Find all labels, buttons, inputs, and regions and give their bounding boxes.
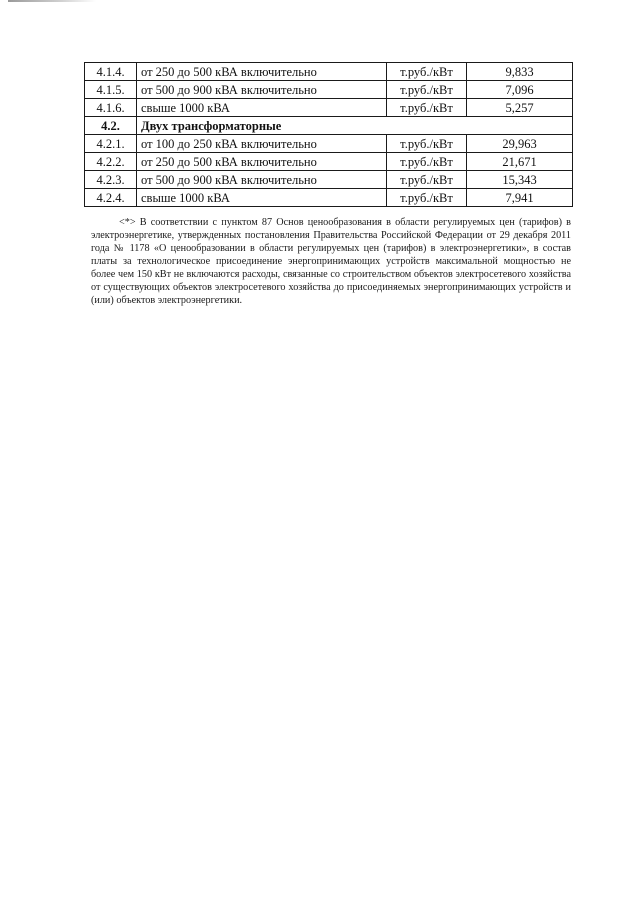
row-description: от 500 до 900 кВА включительно xyxy=(137,171,387,189)
tariff-table xyxy=(84,62,573,207)
row-unit: т.руб./кВт xyxy=(387,99,467,117)
row-unit: т.руб./кВт xyxy=(387,153,467,171)
row-number: 4.2.3. xyxy=(85,171,137,189)
table-row xyxy=(85,99,573,117)
table-row xyxy=(85,63,573,81)
table-row xyxy=(85,81,573,99)
table-row xyxy=(85,135,573,153)
row-number: 4.2.4. xyxy=(85,189,137,207)
row-unit: т.руб./кВт xyxy=(387,81,467,99)
row-value: 15,343 xyxy=(467,171,573,189)
row-unit: т.руб./кВт xyxy=(387,171,467,189)
row-description: от 250 до 500 кВА включительно xyxy=(137,153,387,171)
row-description: от 500 до 900 кВА включительно xyxy=(137,81,387,99)
scan-artifact xyxy=(8,0,96,2)
footnote: <*> В соответствии с пунктом 87 Основ ценообразования в области регулируемых цен (тарифов) в электроэнергетике, утвержденных постановления Правительства Российской Федерации от 29 декабря 2011 года № 1178 «О ценообразовании в области регулируемых цен (тарифов) в электроэнергетики», в состав платы за технологическое присоединение энергопринимающих устройств максимальной мощностью не более чем 150 кВт не включаются расходы, связанные со строительством объектов электросетевого хозяйства от существующих объектов электросетевого хозяйства до присоединяемых энергопринимающих устройств и (или) объектов электроэнергетики. xyxy=(91,217,571,306)
row-number: 4.1.4. xyxy=(85,63,137,81)
row-value: 21,671 xyxy=(467,153,573,171)
row-description: свыше 1000 кВА xyxy=(137,189,387,207)
table-row xyxy=(85,153,573,171)
row-unit: т.руб./кВт xyxy=(387,63,467,81)
row-description: свыше 1000 кВА xyxy=(137,99,387,117)
section-title: Двух трансформаторные xyxy=(137,117,573,135)
table-section-row xyxy=(85,117,573,135)
row-value: 29,963 xyxy=(467,135,573,153)
row-description: от 250 до 500 кВА включительно xyxy=(137,63,387,81)
row-number: 4.1.5. xyxy=(85,81,137,99)
row-value: 7,096 xyxy=(467,81,573,99)
row-unit: т.руб./кВт xyxy=(387,135,467,153)
row-number: 4.2.2. xyxy=(85,153,137,171)
row-description: от 100 до 250 кВА включительно xyxy=(137,135,387,153)
row-value: 9,833 xyxy=(467,63,573,81)
tariff-table-body xyxy=(85,63,573,207)
row-value: 5,257 xyxy=(467,99,573,117)
row-value: 7,941 xyxy=(467,189,573,207)
section-number: 4.2. xyxy=(85,117,137,135)
row-number: 4.1.6. xyxy=(85,99,137,117)
table-row xyxy=(85,171,573,189)
row-number: 4.2.1. xyxy=(85,135,137,153)
table-row xyxy=(85,189,573,207)
row-unit: т.руб./кВт xyxy=(387,189,467,207)
